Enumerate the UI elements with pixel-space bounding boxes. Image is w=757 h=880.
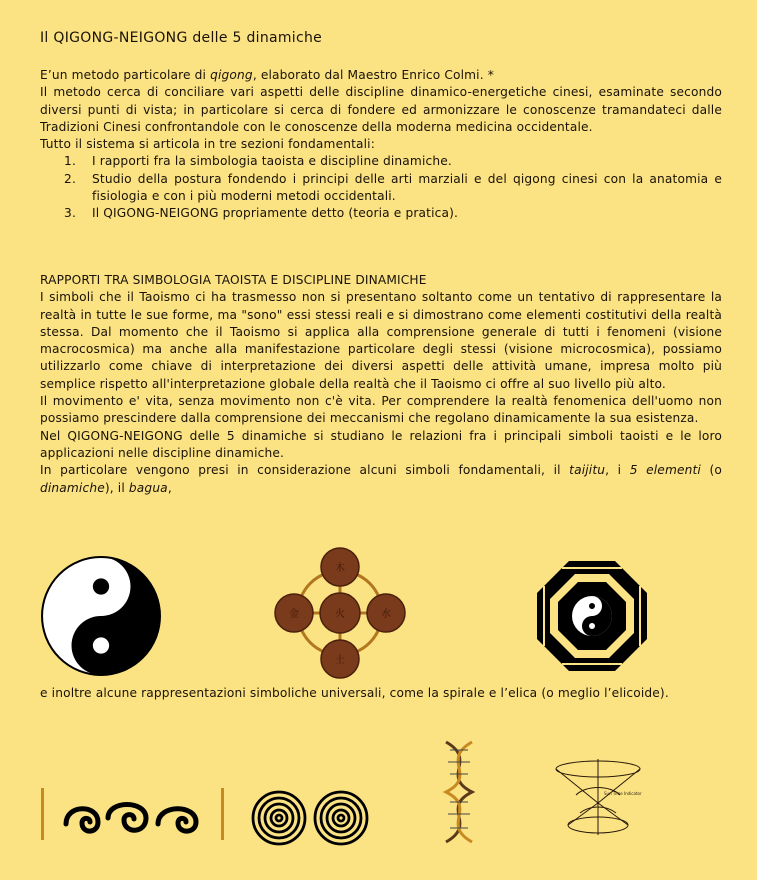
svg-text:金: 金 [289,609,299,620]
divider-bar [221,788,224,840]
intro-paragraph-3: Tutto il sistema si articola in tre sezioni fondamentali: [40,137,375,152]
dna-helix-icon [438,740,480,844]
svg-text:水: 水 [381,609,391,620]
intro-paragraph-2: Il metodo cerca di conciliare vari aspetti delle discipline dinamico-energetiche cinesi, esaminate secondo diversi punti di vista; in particolare si cerca di fondere ed armonizzare le conoscenze tramandateci dalle Tradizioni Cinesi confrontandole con le conoscenze della moderna medicina occidentale. [40,85,722,134]
closing-paragraph: e inoltre alcune rappresentazioni simboliche universali, come la spirale e l’elica (o meglio l’elicoide). [40,686,669,700]
intro-paragraph-1: E’un metodo particolare di qigong, elaborato dal Maestro Enrico Colmi. * [40,68,494,82]
intro-block [40,67,722,223]
double-spiral-icon [247,790,373,846]
yin-yang-icon [40,555,162,677]
section-paragraph-4: In particolare vengono presi in considerazione alcuni simboli fondamentali, il taijitu, i 5 elementi (o dinamiche), il bagua, [40,463,722,495]
svg-text:木: 木 [335,563,345,574]
sun-time-indicator-caption: Sun Time Indicator [604,791,642,796]
list-item: 2. Studio della postura fondendo i principi delle arti marziali e del qigong cinesi con la anatomia e fisiologia e con i più moderni metodi occidentali. [80,171,722,206]
divider-bar [41,788,44,840]
triple-spiral-icon [58,790,208,846]
sections-list [40,153,722,222]
page-title: Il QIGONG-NEIGONG delle 5 dinamiche [40,30,323,46]
list-item: 1. I rapporti fra la simbologia taoista e discipline dinamiche. [80,153,722,170]
svg-text:土: 土 [335,655,345,666]
bagua-icon [536,560,648,672]
section-paragraph-1: I simboli che il Taoismo ci ha trasmesso non si presentano soltanto come un tentativo di rappresentare la realtà in tutte le sue forme, ma "sono" essi stessi reali e si dimostrano come elementi costitutivi della realtà stessa. Dal momento che il Taoismo si applica alla comprensione generale di tutti i fenomeni (visione macrocosmica) ma anche alla manifestazione particolare degli stessi (visione microcosmica), possiamo utilizzarlo come chiave di interpretazione dei diversi aspetti delle attività umane, impresa molto più semplice rispetto all'interpretazione globale della realtà che il Taoismo ci offre al suo livello più alto. [40,290,722,391]
section-paragraph-2: Il movimento e' vita, senza movimento non c'è vita. Per comprendere la realtà fenomenica dell'uomo non possiamo prescindere dalla comprensione dei meccanismi che regolano dinamicamente la sua esistenza. [40,394,722,426]
five-elements-icon [272,545,408,681]
section-heading: RAPPORTI TRA SIMBOLOGIA TAOISTA E DISCIPLINE DINAMICHE [40,273,427,287]
list-item: 3. Il QIGONG-NEIGONG propriamente detto (teoria e pratica). [80,205,722,222]
svg-text:火: 火 [335,609,345,620]
section-paragraph-3: Nel QIGONG-NEIGONG delle 5 dinamiche si studiano le relazioni fra i principali simboli taoisti e le loro applicazioni nelle discipline dinamiche. [40,428,722,460]
section-block [40,272,722,497]
sun-time-indicator-icon [546,755,650,837]
